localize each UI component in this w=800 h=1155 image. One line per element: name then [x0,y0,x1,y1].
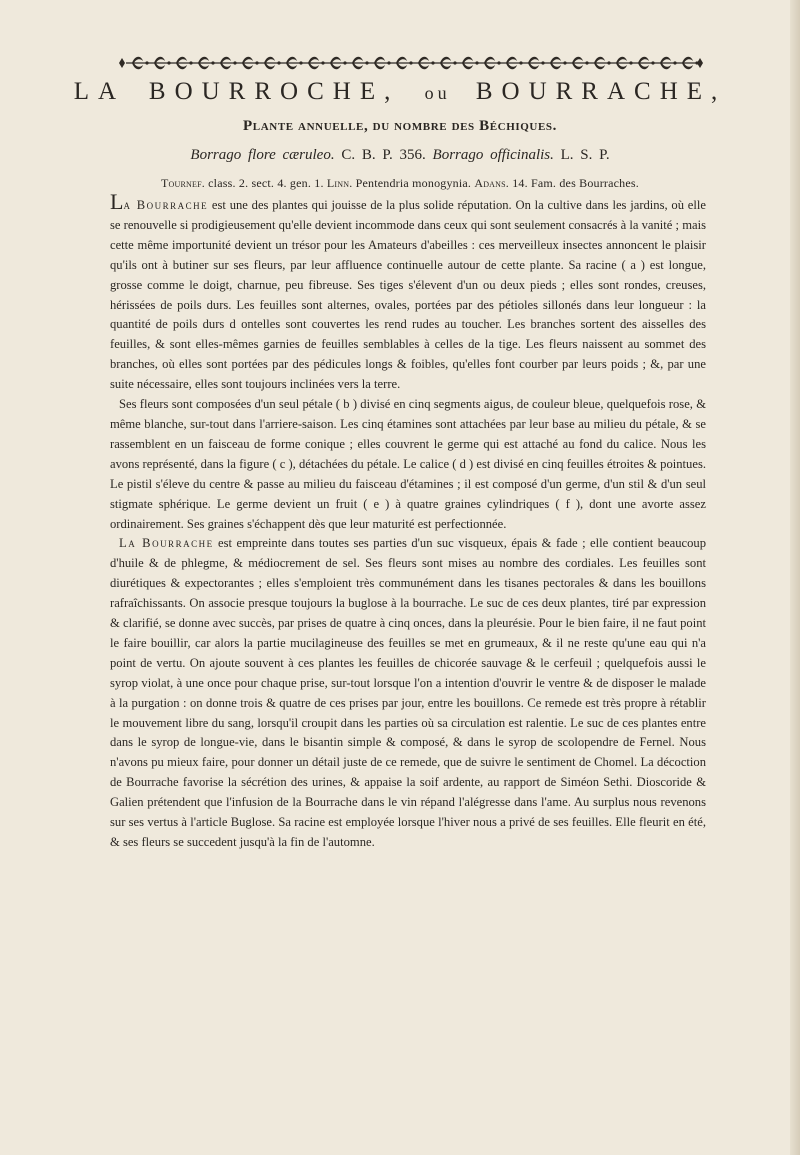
synonym-name-2: Borrago officinalis. [432,147,554,163]
plant-name-smallcaps: a Bourrache [123,198,209,212]
synonym-ref-1: C. B. P. 356. [341,147,426,163]
paragraph-1-text: est une des plantes qui jouisse de la plus solide réputation. On la cultive dans les jardins, où elle se renouvelle si prodigieusement qu'elle devient incommode dans ceux qui sont seulement consacrés à la vanité ; mais cette même importunité devient un trésor pour les Amateurs d'abeilles : ces merveilleux insectes annoncent le plaisir qu'ils ont à butiner sur ses fleurs, par leur affluence continuelle autour de cette plante. Sa racine ( a ) est longue, grosse comme le doigt, charnue, peu fibreuse. Ses tiges s'élevent d'un ou deux pieds ; elles sont rondes, creuses, hérissées de poils durs. Les feuilles sont alternes, ovales, portées par des pétioles sillonés dans leur longueur : la quantité de poils durs d ontelles sont couvertes les rend rudes au toucher. Les branches sortent des aisselles des feuilles, & sont elles-mêmes garnies de feuilles semblables à celles de la tige. Les fleurs naissent au sommet des branches, où elles sont portées par des pédicules longs & foibles, qu'elles font courber par leurs poids ; &, par une suite nécessaire, elles sont toujours inclinées vers la terre. [110,198,706,392]
fleuron-end [697,58,703,68]
classif-linn-label: Linn. [326,176,353,190]
page-edge [790,0,800,1155]
paragraph-3-text: est empreinte dans toutes ses parties d'un suc visqueux, épais & fade ; elle contient beaucoup d'huile & de phlegme, & médiocrement de sel. Ses fleurs sont mises au nombre des cordiales. Les feuilles sont diurétiques & expectorantes ; elles s'emploient très communément dans les tisanes pectorales & dans les bouillons rafraîchissants. On associe presque toujours la buglose à la bourrache. Le suc de ces deux plantes, tiré par expression & clarifié, se donne avec succès, par prises de quatre à cinq onces, dans la pleurésie. Pour le bien faire, il ne faut point le faire bouillir, car alors la partie mucilagineuse des feuilles se met en grumeaux, & il ne reste qu'une eau qui n'a point de vertu. On ajoute souvent à ces plantes les feuilles de chicorée sauvage & le cerfeuil ; quelquefois aussi le syrop violat, à une once pour chaque prise, sur-tout lorsque l'on a intention d'ouvrir le ventre & de disposer le malade à la purgation : on donne trois & quatre de ces prises par jour, entre les bouillons. Ce remede est très propre à rétablir le mouvement libre du sang, lorsqu'il croupit dans les parties où sa circulation est ralentie. Le suc de ces plantes entre dans le syrop de longue-vie, dans le bisantin simple & composé, & dans le syrop de scolopendre de Fernel. Nous n'avons pu mieux faire, pour donner un détail juste de ce remede, que de suivre le sentiment de Chomel. La décoction de Bourrache favorise la sécrétion des urines, & appaise la soif ardente, au rapport de Siméon Sethi. Dioscoride & Galien prétendent que l'infusion de la Bourrache dans le vin répand l'alégresse dans l'ame. Au surplus nous revenons sur ses vertus à l'article Buglose. Sa racine est employée lorsque l'hiver nous a privé de ses feuilles. Elle fleurit en été, & ses fleurs se succedent jusqu'à la fin de l'automne. [110,536,706,849]
classif-tournef-label: Tournef. [161,176,205,190]
paragraph-description [110,189,706,395]
drop-capital: L [110,189,124,214]
classif-linn-ref: Pentendria monogynia. [355,176,472,190]
title-alternate: BOURRACHE, [475,78,727,105]
fleuron-end [119,58,125,68]
paragraph-flowers: Ses fleurs sont composées d'un seul pétale ( b ) divisé en cinq segments aigus, de couleur bleue, quelquefois rose, & même blanche, sur-tout dans l'arriere-saison. Les cinq étamines sont attachées par leur base au milieu du pétale, & se rassemblent en un faisceau de forme conique ; elles couvrent le germe qui est attaché au fond du calice. Nous les avons représenté, dans la figure ( c ), détachées du pétale. Le calice ( d ) est divisé en cinq feuilles étroites & pointues. Le pistil s'éleve du centre & passe au milieu du faisceau d'étamines ; il est composé d'un germe, d'un stil & d'un seul stigmate sphérique. Le germe devient un fruit ( e ) à quatre graines cylindriques ( f ), dont une avorte assez ordinairement. Ses graines s'échappent dès que leur maturité est perfectionnée. [110,397,706,531]
paragraph-virtues [110,534,706,853]
page-title [0,78,800,106]
body-text [110,189,706,853]
page-subtitle: Plante annuelle, du nombre des Béchiques. [243,118,557,134]
classif-adans-label: Adans. [474,176,509,190]
classif-tournef-ref: class. 2. sect. 4. gen. 1. [208,176,324,190]
fleuron-band-icon [118,52,704,74]
synonym-ref-2: L. S. P. [560,147,610,163]
plant-name-smallcaps-2: La Bourrache [119,536,214,551]
synonymy-line [0,147,800,164]
title-conjunction: ou [424,83,451,103]
classif-adans-ref: 14. Fam. des Bourraches. [512,176,639,190]
synonym-name-1: Borrago flore cæruleo. [190,147,335,163]
title-main: LA BOURROCHE, [73,78,400,105]
